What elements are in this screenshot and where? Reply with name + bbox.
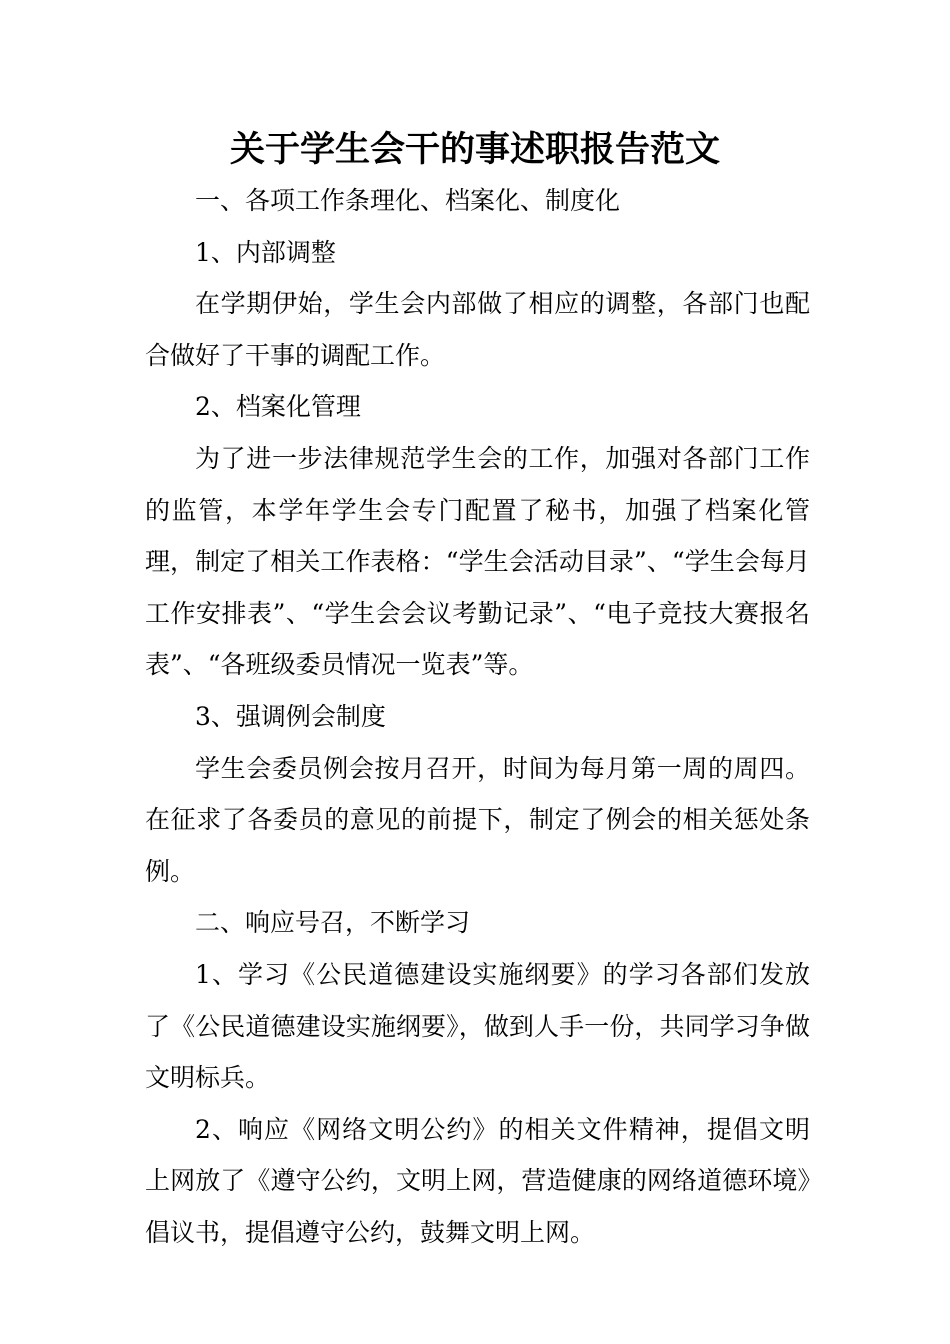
section-heading-1: 一、各项工作条理化、档案化、制度化 <box>195 186 621 215</box>
subsection-heading-archive-management: 2、档案化管理 <box>195 392 361 422</box>
document-body <box>145 175 810 1258</box>
section-heading-2: 二、响应号召，不断学习 <box>195 908 471 938</box>
paragraph-internal-adjustment: 在学期伊始，学生会内部做了相应的调整，各部门也配合做好了干事的调配工作。 <box>145 289 810 370</box>
paragraph-network-convention: 2、响应《网络文明公约》的相关文件精神，提倡文明上网放了《遵守公约，文明上网，营造健康的网络道德环境》倡议书，提倡遵守公约，鼓舞文明上网。 <box>145 1114 810 1247</box>
paragraph-archive-management: 为了进一步法律规范学生会的工作，加强对各部门工作的监管，本学年学生会专门配置了秘书，加强了档案化管理，制定了相关工作表格：“学生会活动目录”、“学生会每月工作安排表”、“学生会会议考勤记录”、“电子竞技大赛报名表”、“各班级委员情况一览表”等。 <box>145 443 810 680</box>
document-title: 关于学生会干的事述职报告范文 <box>229 130 720 170</box>
subsection-heading-meeting-system: 3、强调例会制度 <box>195 701 386 731</box>
subsection-heading-internal-adjustment: 1、内部调整 <box>195 237 336 267</box>
paragraph-meeting-system: 学生会委员例会按月召开，时间为每月第一周的周四。在征求了各委员的意见的前提下，制定了例会的相关惩处条例。 <box>145 753 810 886</box>
paragraph-study-outline: 1、学习《公民道德建设实施纲要》的学习各部们发放了《公民道德建设实施纲要》，做到人手一份，共同学习争做文明标兵。 <box>145 959 810 1093</box>
